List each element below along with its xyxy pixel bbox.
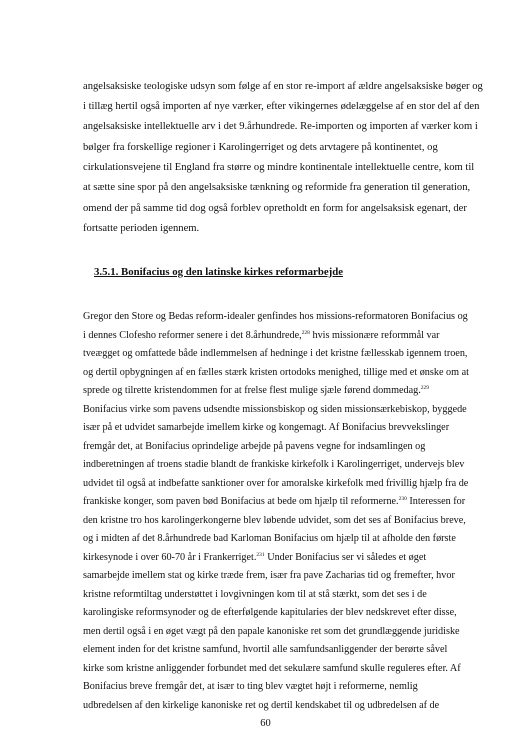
- paragraph-2-line: kristne reformtiltag understøttet i lovgivningen kom til at stå stærkt, som det ses i de: [83, 589, 427, 600]
- paragraph-1-line: i tillæg hertil også importen af nye værker, efter vikingernes ødelæggelse af en stor del af den: [83, 101, 480, 112]
- paragraph-2-line: frankiske konger, som paven bød Bonifacius at bede om hjælp til reformerne.$^{230}$ Interessen for: [83, 496, 466, 507]
- footnote-marker: 228: [301, 330, 310, 336]
- paragraph-2-line: Bonifacius virke som pavens udsendte missionsbiskop og siden missionsærkebiskop, byggede: [83, 404, 467, 415]
- page-number: 60: [260, 718, 271, 729]
- paragraph-2-line: og dertil opbygningen af en fælles stærk kristen ortodoks menighed, tillige med et ønske om at: [83, 367, 469, 378]
- paragraph-2-line: men dertil også i en øget vægt på den papale kanoniske ret som det grundlæggende juridiske: [83, 626, 460, 637]
- paragraph-2-line: indberetningen af troens stadie blandt de frankiske kirkefolk i Karolingerriget, undervejs blev: [83, 459, 465, 470]
- paragraph-1-line: cirkulationsvejene til England fra større og mindre kontinentale intellektuelle centre, kom til: [83, 162, 475, 173]
- paragraph-2-line: og i midten af det 8.århundrede bad Karloman Bonifacius om hjælp til at afholde den første: [83, 533, 456, 544]
- paragraph-2-line: Bonifacius breve fremgår det, at især to ting blev vægtet højt i reformerne, nemlig: [83, 681, 418, 692]
- paragraph-2-line: sprede og tilrette kristendommen for at frelse flest mulige sjæle førend dommedag.$^{229}$: [83, 385, 430, 396]
- paragraph-1-line: omend der på samme tid dog også forblev opretholdt en form for angelsaksisk egenart, der: [83, 203, 467, 214]
- paragraph-2-line: især på et udvidet samarbejde imellem kirke og kongemagt. Af Bonifacius brevvekslinger: [83, 422, 450, 433]
- footnote-marker: 229: [420, 385, 430, 391]
- paragraph-2-line: tveægget og omfattede både indlemmelsen af hedninge i det kristne fællesskab igennem troen,: [83, 348, 468, 359]
- paragraph-1-line: fortsatte perioden igennem.: [83, 223, 200, 234]
- paragraph-1-line: bølger fra forskellige regioner i Karolingerriget og dets arvtagere på kontinentet, og: [83, 142, 438, 153]
- paragraph-1-line: angelsaksiske teologiske udsyn som følge af en stor re-import af ældre angelsaksiske bøger og: [83, 81, 483, 92]
- footnote-marker: 230: [398, 496, 407, 502]
- paragraph-1-line: angelsaksiske intellektuelle arv i det 9.århundrede. Re-importen og importen af værker kom i: [83, 121, 478, 132]
- paragraph-2-line: i dennes Clofesho reformer senere i det 8.århundrede,$^{228}$ hvis missionære reformmål var: [83, 330, 440, 341]
- paragraph-2-line: Gregor den Store og Bedas reform-idealer genfindes hos missions-reformatoren Bonifacius og: [83, 311, 468, 322]
- paragraph-2-line: kirkesynode i over 60-70 år i Frankerriget.$^{231}$ Under Bonifacius ser vi således et øget: [83, 552, 427, 563]
- paragraph-2-line: fremgår det, at Bonifacius oprindelige arbejde på pavens vegne for indsamlingen og: [83, 441, 426, 452]
- paragraph-2-line: udbredelsen af den kirkelige kanoniske ret og dertil kendskabet til og udbredelsen af de: [83, 700, 440, 711]
- paragraph-1-line: at sætte sine spor på den angelsaksiske tænkning og reformide fra generation til generation,: [83, 182, 471, 193]
- section-heading: 3.5.1. Bonifacius og den latinske kirkes reformarbejde: [94, 266, 344, 278]
- paragraph-2-line: samarbejde imellem stat og kirke træde frem, især fra pave Zacharias tid og fremefter, hvor: [83, 570, 455, 581]
- paragraph-2-line: den kristne tro hos karolingerkongerne blev løbende udvidet, som det ses af Bonifacius breve,: [83, 515, 466, 526]
- paragraph-2-line: element inden for det kristne samfund, hvortil alle samfundsanliggender der berørte såvel: [83, 644, 448, 655]
- paragraph-2-line: udvidet til også at indbefatte sanktioner over for amoralske kirkefolk med frivillig hjælp fra de: [83, 478, 469, 489]
- footnote-marker: 231: [256, 552, 265, 558]
- paragraph-2-line: karolingiske reformsynoder og de efterfølgende kapitularies der blev nedskrevet efter disse,: [83, 607, 457, 618]
- paragraph-2-line: kirke som kristne anliggender forbundet med det sekulære samfund skulle reguleres efter. Af: [83, 663, 461, 674]
